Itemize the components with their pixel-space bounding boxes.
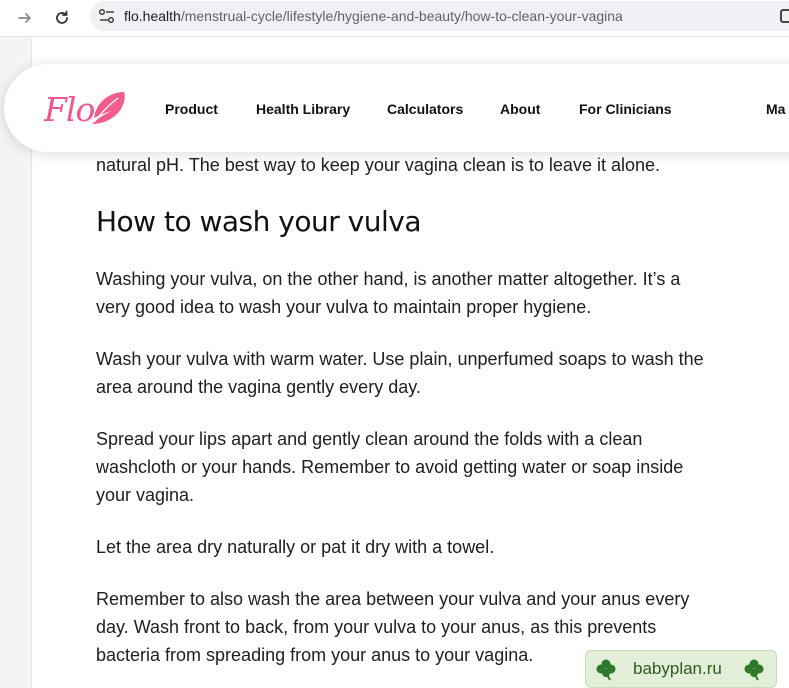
paragraph: Spread your lips apart and gently clean around the folds with a clean washcloth or your hands. Remember to avoid getting water or soap inside your vagina.	[96, 429, 684, 505]
flo-logo[interactable]	[44, 88, 128, 132]
browser-toolbar	[0, 0, 789, 37]
paragraph: Remember to also wash the area between your vulva and your anus every day. Wash front to back, from your vulva to your anus, as this prevents bacteria from spreading from your anus to your vagina.	[96, 589, 690, 665]
watermark-badge	[585, 650, 777, 688]
forward-icon[interactable]	[14, 7, 36, 29]
paragraph: Washing your vulva, on the other hand, is another matter altogether. It’s a very good idea to wash your vulva to maintain proper hygiene.	[96, 269, 681, 317]
site-header	[4, 64, 789, 152]
clover-icon	[742, 657, 766, 681]
clover-icon	[594, 657, 618, 681]
url-path: /menstrual-cycle/lifestyle/hygiene-and-beauty/how-to-clean-your-vagina	[180, 8, 623, 24]
paragraph: Let the area dry naturally or pat it dry with a towel.	[96, 537, 495, 557]
nav-calculators[interactable]: Calculators	[387, 101, 464, 117]
url-host: flo.health	[124, 8, 181, 24]
nav-ma-truncated[interactable]: Ma	[766, 101, 786, 117]
watermark-text: babyplan.ru	[633, 659, 722, 678]
site-settings-icon[interactable]	[98, 8, 116, 24]
feather-icon	[88, 88, 128, 128]
intro-tail: natural pH. The best way to keep your vagina clean is to leave it alone.	[96, 155, 661, 175]
section-heading: How to wash your vulva	[96, 205, 421, 238]
paragraph: Wash your vulva with warm water. Use plain, unperfumed soaps to wash the area around the vagina gently every day.	[96, 349, 704, 397]
address-bar[interactable]	[90, 1, 789, 31]
logo-text: Flo	[44, 90, 95, 129]
nav-about[interactable]: About	[500, 101, 541, 117]
url-text[interactable]	[124, 8, 623, 24]
nav-product[interactable]: Product	[165, 101, 218, 117]
nav-health-library[interactable]: Health Library	[256, 101, 351, 117]
extension-icon[interactable]	[780, 9, 789, 23]
nav-for-clinicians[interactable]: For Clinicians	[579, 101, 672, 117]
reload-icon[interactable]	[51, 7, 73, 29]
